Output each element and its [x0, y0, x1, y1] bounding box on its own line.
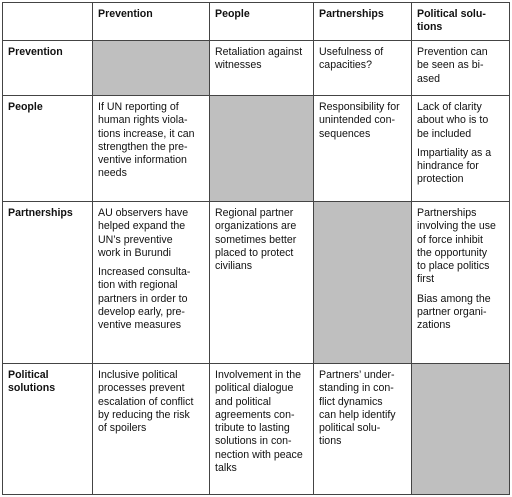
- empty-diagonal-cell: [210, 96, 314, 202]
- row-header-partnerships: Partnerships: [3, 202, 93, 364]
- corner-cell: [3, 3, 93, 41]
- cell-text: Bias among the partner organi- zations: [417, 292, 491, 332]
- matrix-cell: [412, 202, 510, 364]
- matrix-cell: [93, 364, 210, 495]
- matrix-cell: [210, 364, 314, 495]
- matrix-table: [2, 2, 510, 495]
- row-header-political-solutions: Political solutions: [3, 364, 93, 495]
- empty-diagonal-cell: [412, 364, 510, 495]
- cell-text: Involvement in the political dialogue and political agreements con- tribute to lasting solutions in con- nection with peace talks: [215, 369, 303, 475]
- cell-text: Impartiality as a hindrance for protection: [417, 146, 492, 186]
- cell-text: Retaliation against witnesses: [215, 46, 303, 72]
- matrix-cell: [210, 41, 314, 96]
- column-header-people: People: [210, 3, 314, 41]
- column-header-political-solutions: Political solu- tions: [412, 3, 510, 41]
- matrix-cell: [314, 364, 412, 495]
- matrix-cell: [93, 96, 210, 202]
- row-header-people: People: [3, 96, 93, 202]
- matrix-cell: [93, 202, 210, 364]
- row-header-prevention: Prevention: [3, 41, 93, 96]
- cell-text: Increased consulta- tion with regional partners in order to develop early, pre- ventive measures: [98, 266, 191, 332]
- table-row: [3, 202, 510, 364]
- cell-text: Responsibility for unintended con- sequences: [319, 101, 400, 140]
- table-row: [3, 41, 510, 96]
- empty-diagonal-cell: [314, 202, 412, 364]
- cell-text: AU observers have helped expand the UN’s preventive work in Burundi: [98, 207, 189, 259]
- cell-text: Regional partner organizations are sometimes better placed to protect civilians: [215, 207, 297, 273]
- matrix-cell: [314, 41, 412, 96]
- cell-text: Partners’ under- standing in con- flict dynamics can help identify political solu- tions: [319, 369, 396, 448]
- table-row: [3, 96, 510, 202]
- matrix-cell: [314, 96, 412, 202]
- cell-text: If UN reporting of human rights viola- tions increase, it can strengthen the pre- ventive information needs: [98, 101, 195, 180]
- empty-diagonal-cell: [93, 41, 210, 96]
- cell-text: Inclusive political processes prevent escalation of conflict by reducing the risk of spoilers: [98, 369, 194, 435]
- cell-text: Prevention can be seen as bi- ased: [417, 46, 488, 85]
- cell-text: Partnerships involving the use of force inhibit the opportunity to place politics first: [417, 207, 496, 286]
- header-row: [3, 3, 510, 41]
- cell-text: Lack of clarity about who is to be included: [417, 101, 489, 140]
- cell-text: Usefulness of capacities?: [319, 46, 384, 72]
- table-row: [3, 364, 510, 495]
- matrix-cell: [412, 41, 510, 96]
- column-header-prevention: Prevention: [93, 3, 210, 41]
- matrix-cell: [412, 96, 510, 202]
- matrix-cell: [210, 202, 314, 364]
- column-header-partnerships: Partnerships: [314, 3, 412, 41]
